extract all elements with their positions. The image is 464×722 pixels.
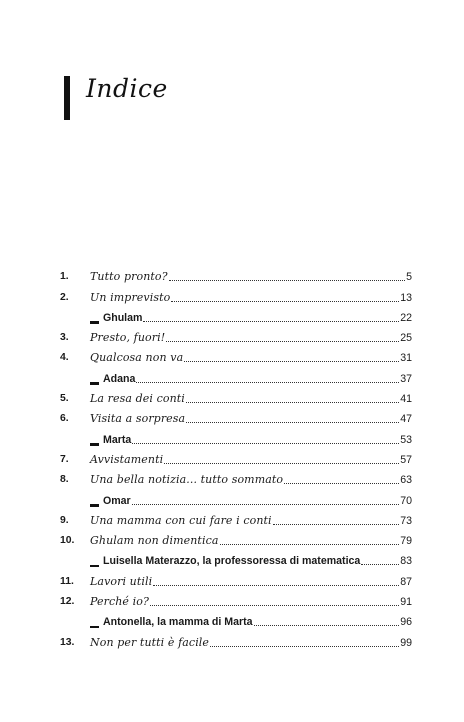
toc-entry xyxy=(60,264,412,284)
section-title: Omar xyxy=(103,494,131,507)
dot-leader xyxy=(166,341,399,342)
dot-leader xyxy=(171,301,399,302)
chapter-title: Qualcosa non va xyxy=(90,351,184,365)
dash-marker xyxy=(90,504,99,507)
toc-entry xyxy=(60,589,412,609)
page-number: 70 xyxy=(400,494,412,507)
chapter-title: La resa dei conti xyxy=(90,392,185,406)
section-title: Marta xyxy=(103,433,132,446)
table-of-contents xyxy=(60,264,412,650)
section-title: Antonella, la mamma di Marta xyxy=(103,616,253,629)
dot-leader xyxy=(153,585,399,586)
dash-marker xyxy=(90,565,99,568)
chapter-number: 7. xyxy=(60,453,69,465)
page-number: 22 xyxy=(400,311,412,324)
toc-entry xyxy=(60,568,412,588)
chapter-title: Una mamma con cui fare i conti xyxy=(90,513,272,527)
dot-leader xyxy=(132,443,399,444)
page-number: 31 xyxy=(400,352,412,365)
toc-entry xyxy=(60,284,412,304)
dot-leader xyxy=(210,646,399,647)
dash-marker xyxy=(90,382,99,385)
page-title: Indice xyxy=(86,74,168,103)
chapter-number: 11. xyxy=(60,575,74,587)
page-number: 47 xyxy=(400,413,412,426)
chapter-number: 1. xyxy=(60,271,69,283)
page-number: 25 xyxy=(400,332,412,345)
chapter-number: 13. xyxy=(60,636,75,648)
chapter-number: 6. xyxy=(60,413,69,425)
dot-leader xyxy=(169,280,405,281)
toc-entry xyxy=(60,447,412,467)
dot-leader xyxy=(186,402,399,403)
page-number: 87 xyxy=(400,575,412,588)
page-number: 91 xyxy=(400,596,412,609)
page-number: 99 xyxy=(400,636,412,649)
page-number: 63 xyxy=(400,474,412,487)
section-title: Luisella Materazzo, la professoressa di matematica xyxy=(103,555,361,568)
page-number: 83 xyxy=(400,555,412,568)
toc-entry xyxy=(60,629,412,649)
chapter-number: 2. xyxy=(60,291,69,303)
chapter-title: Tutto pronto? xyxy=(90,270,168,284)
chapter-title: Lavori utili xyxy=(90,574,153,588)
chapter-title: Perché io? xyxy=(90,595,149,609)
toc-entry xyxy=(60,406,412,426)
dot-leader xyxy=(361,564,399,565)
chapter-title: Avvistamenti xyxy=(90,452,164,466)
page-number: 79 xyxy=(400,535,412,548)
toc-subentry xyxy=(60,365,412,385)
chapter-number: 12. xyxy=(60,596,75,608)
dot-leader xyxy=(186,422,399,423)
toc-subentry xyxy=(60,487,412,507)
dot-leader xyxy=(132,504,400,505)
chapter-title: Un imprevisto xyxy=(90,290,171,304)
dash-marker xyxy=(90,626,99,629)
chapter-title: Non per tutti è facile xyxy=(90,635,210,649)
toc-subentry xyxy=(60,548,412,568)
dot-leader xyxy=(254,625,400,626)
toc-entry xyxy=(60,345,412,365)
page-number: 73 xyxy=(400,514,412,527)
chapter-title: Una bella notizia... tutto sommato xyxy=(90,473,284,487)
dot-leader xyxy=(273,524,400,525)
chapter-title: Ghulam non dimentica xyxy=(90,534,219,548)
chapter-number: 3. xyxy=(60,332,69,344)
dot-leader xyxy=(284,483,399,484)
dot-leader xyxy=(164,463,399,464)
page-number: 53 xyxy=(400,433,412,446)
chapter-title: Presto, fuori! xyxy=(90,331,166,345)
chapter-number: 5. xyxy=(60,393,69,405)
toc-subentry xyxy=(60,609,412,629)
toc-subentry xyxy=(60,426,412,446)
page-number: 13 xyxy=(400,291,412,304)
page-number: 37 xyxy=(400,372,412,385)
chapter-number: 10. xyxy=(60,535,75,547)
chapter-number: 8. xyxy=(60,474,69,486)
section-title: Ghulam xyxy=(103,311,143,324)
dot-leader xyxy=(136,382,399,383)
title-accent-bar xyxy=(64,76,70,120)
chapter-number: 9. xyxy=(60,514,69,526)
chapter-title: Visita a sorpresa xyxy=(90,412,186,426)
dash-marker xyxy=(90,321,99,324)
toc-entry xyxy=(60,325,412,345)
page-number: 96 xyxy=(400,616,412,629)
dot-leader xyxy=(184,361,399,362)
page-number: 57 xyxy=(400,453,412,466)
dot-leader xyxy=(150,605,399,606)
dash-marker xyxy=(90,443,99,446)
toc-entry xyxy=(60,467,412,487)
page-number: 5 xyxy=(406,271,412,284)
toc-entry xyxy=(60,508,412,528)
toc-entry xyxy=(60,386,412,406)
dot-leader xyxy=(143,321,399,322)
dot-leader xyxy=(220,544,400,545)
chapter-number: 4. xyxy=(60,352,69,364)
toc-subentry xyxy=(60,305,412,325)
page-number: 41 xyxy=(400,393,412,406)
section-title: Adana xyxy=(103,372,136,385)
toc-entry xyxy=(60,528,412,548)
